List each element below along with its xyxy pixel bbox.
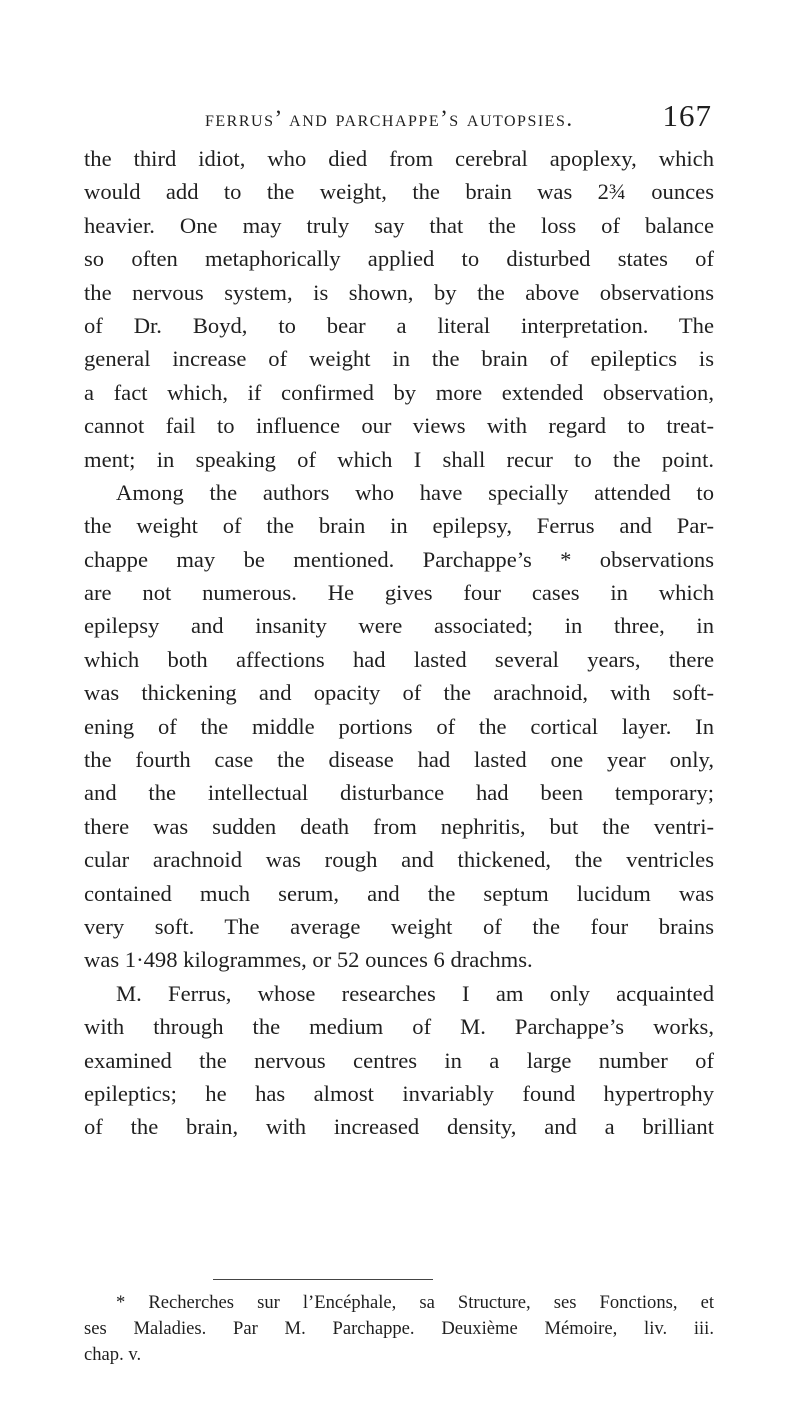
body-line: examined the nervous centres in a large number of [84,1047,714,1073]
footnote-rule [213,1279,433,1280]
body-line: chappe may be mentioned. Parchappe’s * observations [84,546,714,572]
body-line: contained much serum, and the septum lucidum was [84,880,714,906]
body-line: of the brain, with increased density, and a brilliant [84,1114,714,1140]
body-line: would add to the weight, the brain was 2¾ ounces [84,179,714,205]
body-line: the weight of the brain in epilepsy, Ferrus and Par- [84,513,714,539]
body-line: with through the medium of M. Parchappe’s works, [84,1014,714,1040]
page-header [205,98,712,138]
body-line: Among the authors who have specially attended to [116,479,714,505]
body-line: a fact which, if confirmed by more extended observation, [84,379,714,405]
body-line: which both affections had lasted several years, there [84,646,714,672]
body-text [84,142,714,1144]
body-line: ment; in speaking of which I shall recur to the point. [84,446,714,472]
body-line: epileptics; he has almost invariably found hypertrophy [84,1080,714,1106]
body-line: the third idiot, who died from cerebral apoplexy, which [84,146,714,171]
body-line: was thickening and opacity of the arachnoid, with soft- [84,680,714,706]
body-line: very soft. The average weight of the four brains [84,913,714,939]
footnote-line: chap. v. [84,1344,142,1365]
body-line: general increase of weight in the brain of epileptics is [84,346,714,372]
footnote-line: ses Maladies. Par M. Parchappe. Deuxième Mémoire, liv. iii. [84,1318,714,1339]
body-line: cular arachnoid was rough and thickened, the ventricles [84,847,714,873]
body-line: the fourth case the disease had lasted one year only, [84,747,714,773]
body-line: are not numerous. He gives four cases in which [84,580,714,606]
page-number: 167 [662,98,712,133]
body-line: so often metaphorically applied to disturbed states of [84,246,714,272]
footnote [84,1290,714,1368]
body-line: ening of the middle portions of the cortical layer. In [84,713,714,739]
body-line: there was sudden death from nephritis, but the ventri- [84,813,714,839]
body-line: and the intellectual disturbance had been temporary; [84,780,714,806]
body-line: M. Ferrus, whose researches I am only acquainted [116,980,714,1006]
body-line: cannot fail to influence our views with regard to treat- [84,413,714,439]
body-line: of Dr. Boyd, to bear a literal interpretation. The [84,312,714,338]
body-line: epilepsy and insanity were associated; in three, in [84,613,714,639]
body-line: the nervous system, is shown, by the above observations [84,279,714,305]
body-line: heavier. One may truly say that the loss of balance [84,212,714,238]
running-head: ferrus’ and parchappe’s autopsies. [205,106,574,131]
footnote-line: * Recherches sur l’Encéphale, sa Structure, ses Fonctions, et [116,1292,714,1313]
body-line: was 1·498 kilogrammes, or 52 ounces 6 drachms. [84,947,533,973]
